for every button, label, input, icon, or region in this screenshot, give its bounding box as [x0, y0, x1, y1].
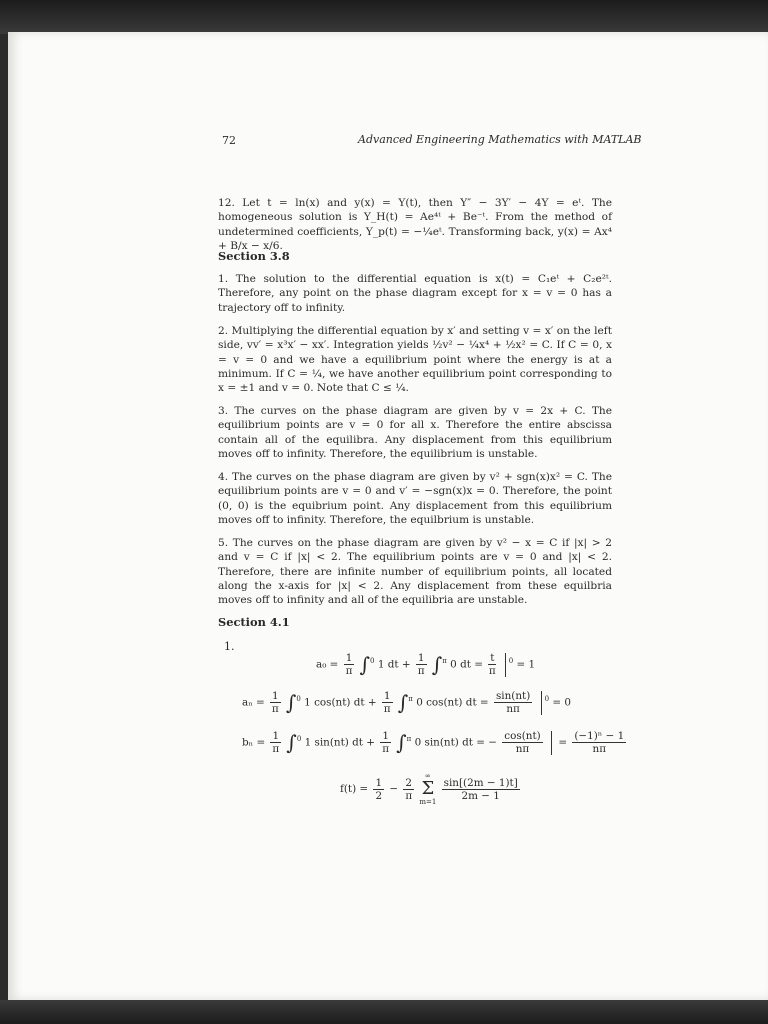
scanner-top-edge: [0, 0, 768, 34]
equation-a0: a₀ = $\frac{1}{\pi}$ ∫$^0$ 1 dt + $\frac{1}{\pi}$ ∫$^\pi$ 0 dt = $\frac{t}{\pi}$ $^0$ = 1: [316, 652, 536, 677]
section-4-1-item-label: 1.: [224, 640, 235, 653]
section-3-8-item-4: 4. The curves on the phase diagram are given by v² + sgn(x)x² = C. The equilibrium points are v = 0 and v′ = −sgn(x)x = 0. Therefore, the point (0, 0) is the equibrium point. Any displacement from this equilibrium moves off to infinity. Therefore, the equilbrium is unstable.: [218, 471, 612, 526]
section-3-8-heading: Section 3.8: [218, 249, 290, 263]
page-number: 72: [222, 134, 236, 147]
scanner-bottom-edge: [0, 1000, 768, 1024]
running-header-title: Advanced Engineering Mathematics with MATLAB: [358, 133, 642, 146]
equation-an: aₙ = $\frac{1}{\pi}$ ∫$^0$ 1 cos(nt) dt + $\frac{1}{\pi}$ ∫$^\pi$ 0 cos(nt) dt = $\frac{\sin(nt)}{n\pi}$ $^0$ = 0: [242, 690, 571, 715]
section-4-1-heading: Section 4.1: [218, 615, 290, 629]
equation-fourier-series: f(t) = $\frac{1}{2}$ − $\frac{2}{\pi}$ ∞ Σ m=1 $\frac{\sin[(2m - 1)t]}{2m - 1}$: [340, 772, 518, 806]
section-3-8-item-1: 1. The solution to the differential equation is x(t) = C₁eᵗ + C₂e²ᵗ. Therefore, any point on the phase diagram except for x = v = 0 has a trajectory off to infinity.: [218, 273, 612, 314]
section-3-8-item-2: 2. Multiplying the differential equation by x′ and setting v = x′ on the left side, vv′ = x³x′ − xx′. Integration yields ½v² − ¼x⁴ + ½x² = C. If C = 0, x = v = 0 and we have a equilibrium point where the energy is at a minimum. If C = ¼, we have another equilibrium point corresponding to x = ±1 and v = 0. Note that C ≤ ¼.: [218, 325, 612, 395]
section-3-8-item-3: 3. The curves on the phase diagram are given by v = 2x + C. The equilibrium points are v = 0 for all x. Therefore the entire abscissa contain all of the equilibra. Any displacement from this equilibrium moves off to infinity. Therefore, the equilibrium is unstable.: [218, 405, 612, 460]
problem-12-text: 12. Let t = ln(x) and y(x) = Y(t), then Y″ − 3Y′ − 4Y = eᵗ. The homogeneous solution is Y_H(t) = Ae⁴ᵗ + Be⁻ᵗ. From the method of undetermined coefficients, Y_p(t) = −¼eᵗ. Transforming back, y(x) = Ax⁴ + B/x − x/6.: [218, 197, 612, 252]
section-3-8-item-5: 5. The curves on the phase diagram are given by v² − x = C if |x| > 2 and v = C if |x| < 2. The equilibrium points are v = 0 and |x| < 2. Therefore, there are infinite number of equilibrium points, all located along the x-axis for |x| < 2. Any displacement from these equilbria moves off to infinity and all of the equilibria are unstable.: [218, 537, 612, 607]
equation-bn: bₙ = $\frac{1}{\pi}$ ∫$^0$ 1 sin(nt) dt + $\frac{1}{\pi}$ ∫$^\pi$ 0 sin(nt) dt = − $\frac{\cos(nt)}{n\pi}$ = $\frac{\text{(−1)ⁿ − 1}}{n\pi}$: [242, 730, 625, 755]
